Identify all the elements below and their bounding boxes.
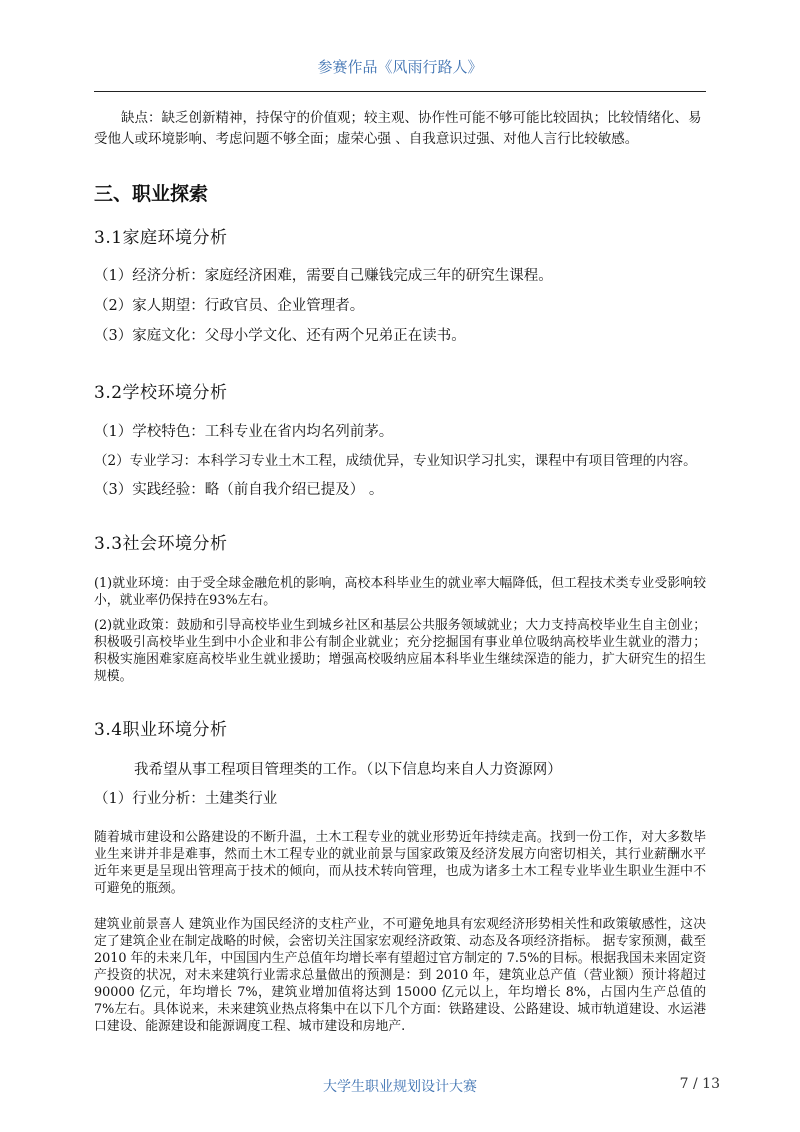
school-list [94, 422, 706, 500]
subsection-title-society: 3.3社会环境分析 [94, 534, 228, 554]
list-item: （2）专业学习：本科学习专业土木工程，成绩优异，专业知识学习扎实，课程中有项目管理的内容。 [94, 453, 697, 469]
list-item: （3）家庭文化：父母小学文化、还有两个兄弟正在读书。 [94, 328, 466, 344]
header-divider [94, 91, 706, 92]
footer-title: 大学生职业规划设计大赛 [323, 1079, 477, 1095]
page-content [94, 108, 706, 1035]
list-item: （1）学校特色：工科专业在省内均名列前茅。 [94, 424, 394, 440]
list-item: （3）实践经验：略（前自我介绍已提及） 。 [94, 482, 384, 498]
header-title: 参赛作品《风雨行路人》 [317, 58, 483, 76]
list-item: (1)就业环境：由于受全球金融危机的影响，高校本科毕业生的就业率大幅降低，但工程技术类专业受影响较小，就业率仍保持在93%左右。 [94, 576, 706, 608]
page-number: 7 / 13 [679, 1076, 720, 1092]
society-list [94, 575, 706, 685]
weakness-paragraph: 缺点：缺乏创新精神，持保守的价值观；较主观、协作性可能不够可能比较固执；比较情绪化、易受他人或环境影响、考虑问题不够全面；虚荣心强 、自我意识过强、对他人言行比较敏感。 [94, 110, 702, 147]
subsection-title-career: 3.4职业环境分析 [94, 720, 228, 740]
construction-outlook-paragraph: 建筑业前景喜人 建筑业作为国民经济的支柱产业，不可避免地具有宏观经济形势相关性和政策敏感性，这决定了建筑企业在制定战略的时候，会密切关注国家宏观经济政策、动态及各项经济指标。 据专家预测，截至 2010 年的未来几年，中国国内生产总值年均增长率有望超过官方制定的 7.5%的目标。根据我国未来固定资产投资的状况，对未来建筑行业需求总量做出的预测是：到 2010 年，建筑业总产值（营业额）预计将超过 90000 亿元，年均增长 7%，建筑业增加值将达到 15000 亿元以上，年均增长 8%，占国内生产总值的 7%左右。具体说来，未来建筑业热点将集中在以下几个方面：铁路建设、公路建设、城市轨道建设、水运港口建设、能源建设和能源调度工程、城市建设和房地产. [94, 917, 706, 1034]
list-item: (2)就业政策：鼓励和引导高校毕业生到城乡社区和基层公共服务领域就业；大力支持高校毕业生自主创业；积极吸引高校毕业生到中小企业和非公有制企业就业；充分挖掘国有事业单位吸纳高校毕业生就业的潜力；积极实施困难家庭高校毕业生就业援助；增强高校吸纳应届本科毕业生继续深造的能力，扩大研究生的招生规模。 [94, 618, 706, 684]
section-title-career-exploration: 三、职业探索 [94, 183, 209, 205]
list-item: （2）家人期望：行政官员、企业管理者。 [94, 298, 365, 314]
family-list [94, 266, 706, 346]
subsection-title-family: 3.1家庭环境分析 [94, 228, 228, 248]
list-item: （1）经济分析：家庭经济困难，需要自己赚钱完成三年的研究生课程。 [94, 268, 553, 284]
industry-paragraph: 随着城市建设和公路建设的不断升温，土木工程专业的就业形势近年持续走高。找到一份工作，对大多数毕业生来讲并非是难事，然而土木工程专业的就业前景与国家政策及经济发展方向密切相关，其行业薪酬水平近年来更是呈现出管理高于技术的倾向，而从技术转向管理，也成为诸多土木工程专业毕业生职业生涯中不可避免的瓶颈。 [94, 830, 706, 896]
career-intro: 我希望从事工程项目管理类的工作。（以下信息均来自人力资源网） [134, 762, 562, 778]
subsection-title-school: 3.2学校环境分析 [94, 383, 228, 403]
industry-analysis-heading: （1）行业分析：土建类行业 [94, 791, 278, 807]
